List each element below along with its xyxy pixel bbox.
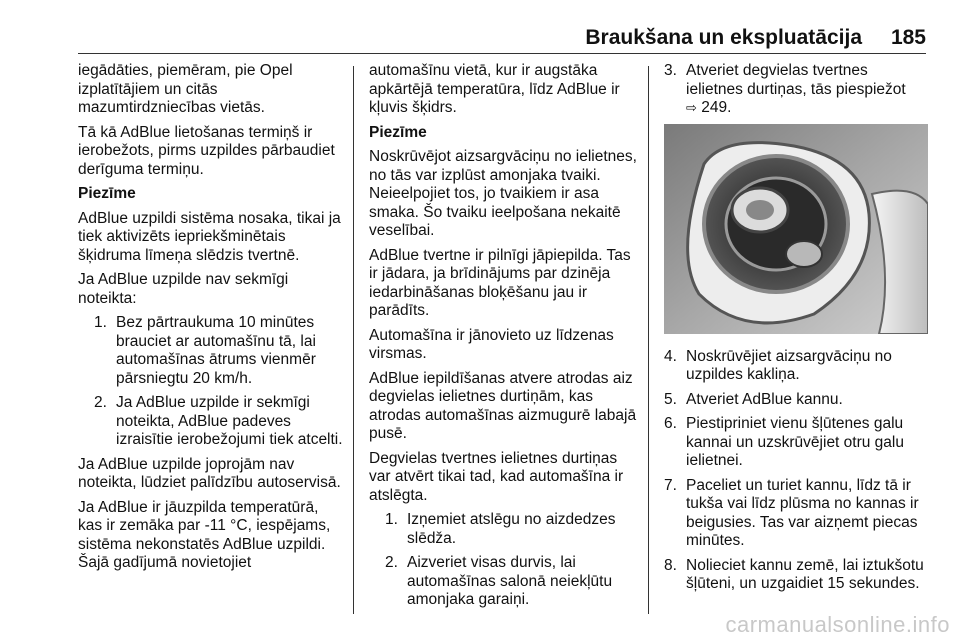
list-item	[78, 314, 344, 388]
list-item	[369, 511, 637, 548]
list-text: Bez pārtraukuma 10 minūtes brauciet ar automašīnu tā, lai automašīnas ātrums vienmēr pārsniegtu 20 km/h.	[116, 314, 316, 387]
numbered-list	[369, 511, 637, 610]
list-text: Atveriet degvielas tvertnes ielietnes durtiņas, tās piespiežot	[686, 62, 906, 98]
list-item	[664, 348, 928, 385]
watermark: carmanualsonline.info	[725, 612, 950, 637]
page-reference[interactable]: 249.	[701, 99, 732, 116]
list-number: 1.	[94, 314, 107, 331]
header-divider	[78, 53, 926, 54]
list-item	[664, 415, 928, 471]
paragraph: Degvielas tvertnes ielietnes durtiņas var atvērt tikai tad, kad automašīna ir atslēgta.	[369, 449, 624, 504]
numbered-list	[78, 314, 344, 450]
section-title: Braukšana un ekspluatācija	[585, 26, 862, 49]
list-text: Izņemiet atslēgu no aizdedzes slēdža.	[407, 511, 616, 547]
list-number: 3.	[664, 62, 677, 79]
list-item	[664, 62, 928, 118]
column-1	[78, 62, 344, 579]
list-item	[369, 554, 637, 610]
list-item	[78, 394, 344, 450]
paragraph: AdBlue iepildīšanas atvere atrodas aiz degvielas ielietnes durtiņām, kas atrodas automašīnas aizmugurē labajā pusē.	[369, 369, 637, 442]
list-number: 2.	[385, 554, 398, 571]
arrow-reference-icon: ⇨	[686, 100, 697, 115]
numbered-list	[664, 348, 928, 594]
column-3	[664, 62, 928, 600]
paragraph: Ja AdBlue uzpilde joprojām nav noteikta, lūdziet palīdzību autoservisā.	[78, 455, 341, 491]
list-number: 4.	[664, 347, 677, 365]
paragraph: Ja AdBlue ir jāuzpilda temperatūrā, kas ir zemāka par -11 °C, iespējams, sistēma nekonstatēs AdBlue uzpildi. Šajā gadījumā novietojiet	[78, 498, 331, 571]
note-text: AdBlue uzpildi sistēma nosaka, tikai ja tiek aktivizēts iepriekšminētais šķidruma līmeņa slēdzis tvertnē.	[78, 209, 341, 264]
list-text: Atveriet AdBlue kannu.	[686, 390, 843, 408]
list-text: Ja AdBlue uzpilde ir sekmīgi noteikta, AdBlue padeves izraisītie ierobežojumi tiek atcelti.	[116, 394, 343, 448]
paragraph: Ja AdBlue uzpilde nav sekmīgi noteikta:	[78, 271, 289, 307]
list-item	[664, 477, 928, 551]
page-number: 185	[890, 26, 926, 49]
list-text: Piestipriniet vienu šļūtenes galu kannai un uzskrūvējiet otru galu ielietnei.	[686, 415, 904, 469]
list-text: Aizveriet visas durvis, lai automašīnas salonā neiekļūtu amonjaka garaiņi.	[407, 554, 613, 608]
list-item	[664, 557, 928, 594]
column-2	[369, 62, 637, 616]
list-text: Nolieciet kannu zemē, lai iztukšotu šļūteni, un uzgaidiet 15 sekundes.	[686, 556, 924, 592]
paragraph: Automašīna ir jānovieto uz līdzenas virsmas.	[369, 326, 614, 362]
list-number: 1.	[385, 511, 398, 528]
list-text: Paceliet un turiet kannu, līdz tā ir tukša vai līdz plūsma no kannas ir beigusies. Tas var aizņemt piecas minūtes.	[686, 476, 919, 549]
note-label: Piezīme	[78, 185, 136, 202]
list-number: 6.	[664, 415, 677, 432]
fuel-filler-photo	[664, 124, 928, 334]
list-text: Noskrūvējiet aizsargvāciņu no uzpildes kakliņa.	[686, 347, 892, 383]
column-divider-2	[648, 66, 649, 614]
paragraph: automašīnu vietā, kur ir augstāka apkārtējā temperatūra, līdz AdBlue ir kļuvis šķidrs.	[369, 62, 620, 116]
list-number: 5.	[664, 390, 677, 408]
paragraph: Tā kā AdBlue lietošanas termiņš ir ierobežots, pirms uzpildes pārbaudiet derīguma termiņu.	[78, 123, 335, 178]
column-divider-1	[353, 66, 354, 614]
list-number: 2.	[94, 394, 107, 411]
page-header	[78, 26, 926, 52]
paragraph: AdBlue tvertne ir pilnīgi jāpiepilda. Tas ir jādara, ja brīdinājums par dzinēja iedarbināšanas bloķēšanu jau ir parādīts.	[369, 246, 631, 319]
list-number: 8.	[664, 556, 677, 574]
note-label: Piezīme	[369, 123, 427, 141]
paragraph: iegādāties, piemēram, pie Opel izplatītājiem un citās mazumtirdzniecības vietās.	[78, 62, 293, 116]
note-text: Noskrūvējot aizsargvāciņu no ielietnes, no tās var izplūst amonjaka tvaiki. Neieelpojiet tos, jo tvaikiem ir asa smaka. Šo tvaiku ieelpošana nekaitē veselībai.	[369, 148, 637, 239]
list-number: 7.	[664, 476, 677, 494]
list-item	[664, 391, 928, 410]
